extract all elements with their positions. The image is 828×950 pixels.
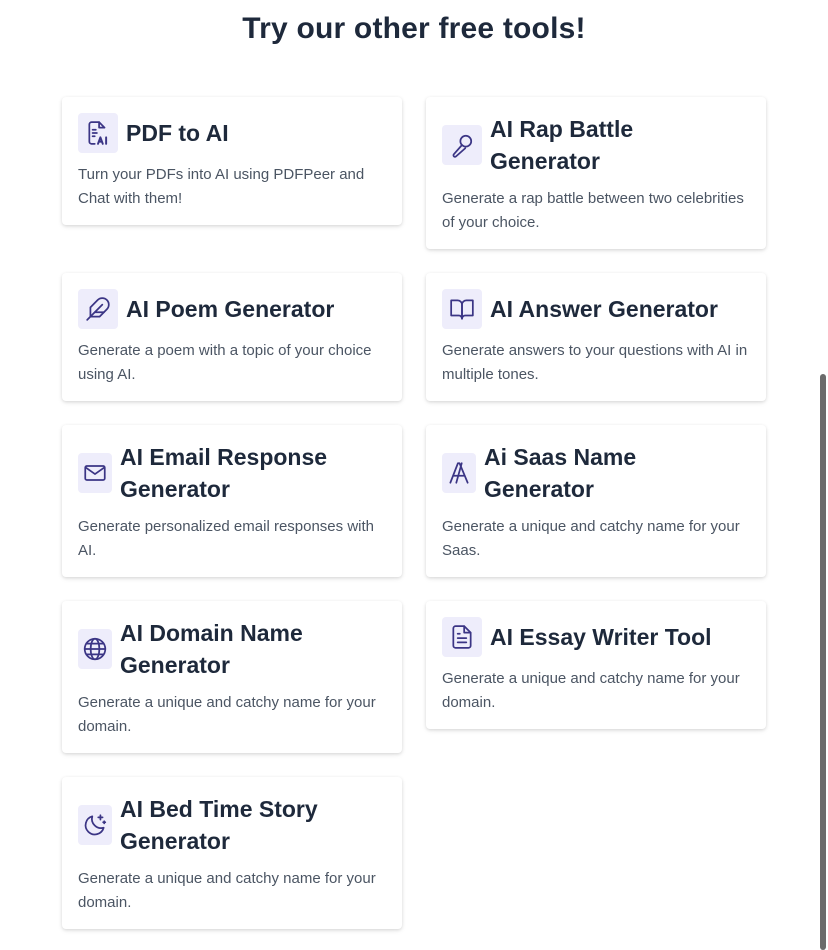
tool-card-pdf-to-ai[interactable] [62,97,402,225]
tool-card-ai-rap-battle-generator[interactable] [426,97,766,249]
tool-description: Generate personalized email responses with AI. [78,518,374,559]
tool-title: AI Rap Battle Generator [490,116,634,174]
tool-description: Generate a unique and catchy name for your domain. [78,694,376,735]
tool-title: Ai Saas Name Generator [484,444,637,502]
tool-title: AI Bed Time Story Generator [120,796,318,854]
tool-title: PDF to AI [126,120,229,146]
tool-title: AI Poem Generator [126,296,335,322]
tool-card-ai-essay-writer-tool[interactable] [426,601,766,729]
tool-card-ai-domain-name-generator[interactable] [62,601,402,753]
globe-icon [78,629,112,669]
scrollbar-track[interactable] [820,0,828,950]
tool-title: AI Answer Generator [490,296,718,322]
book-open-icon [442,289,482,329]
tool-card-ai-poem-generator[interactable] [62,273,402,401]
tool-title: AI Email Response Generator [120,444,328,502]
tool-description: Generate a rap battle between two celebrities of your choice. [442,190,744,231]
feather-icon [78,289,118,329]
tool-card-ai-bed-time-story-generator[interactable] [62,777,402,929]
page-title: Try our other free tools! [242,12,586,45]
tool-card-ai-answer-generator[interactable] [426,273,766,401]
tool-description: Generate a unique and catchy name for your domain. [442,670,740,711]
tool-description: Turn your PDFs into AI using PDFPeer and Chat with them! [78,166,365,207]
letter-a-icon [442,453,476,493]
tool-card-ai-saas-name-generator[interactable] [426,425,766,577]
tool-title: AI Essay Writer Tool [490,624,712,650]
document-icon [442,617,482,657]
tool-description: Generate answers to your questions with AI in multiple tones. [442,342,748,383]
tool-description: Generate a unique and catchy name for your domain. [78,870,376,911]
tool-card-ai-email-response-generator[interactable] [62,425,402,577]
mail-icon [78,453,112,493]
tool-description: Generate a unique and catchy name for your Saas. [442,518,740,559]
pdf-ai-icon [78,113,118,153]
tool-title: AI Domain Name Generator [120,620,303,678]
microphone-icon [442,125,482,165]
scrollbar-thumb[interactable] [820,374,826,950]
tool-description: Generate a poem with a topic of your choice using AI. [78,342,372,383]
moon-stars-icon [78,805,112,845]
